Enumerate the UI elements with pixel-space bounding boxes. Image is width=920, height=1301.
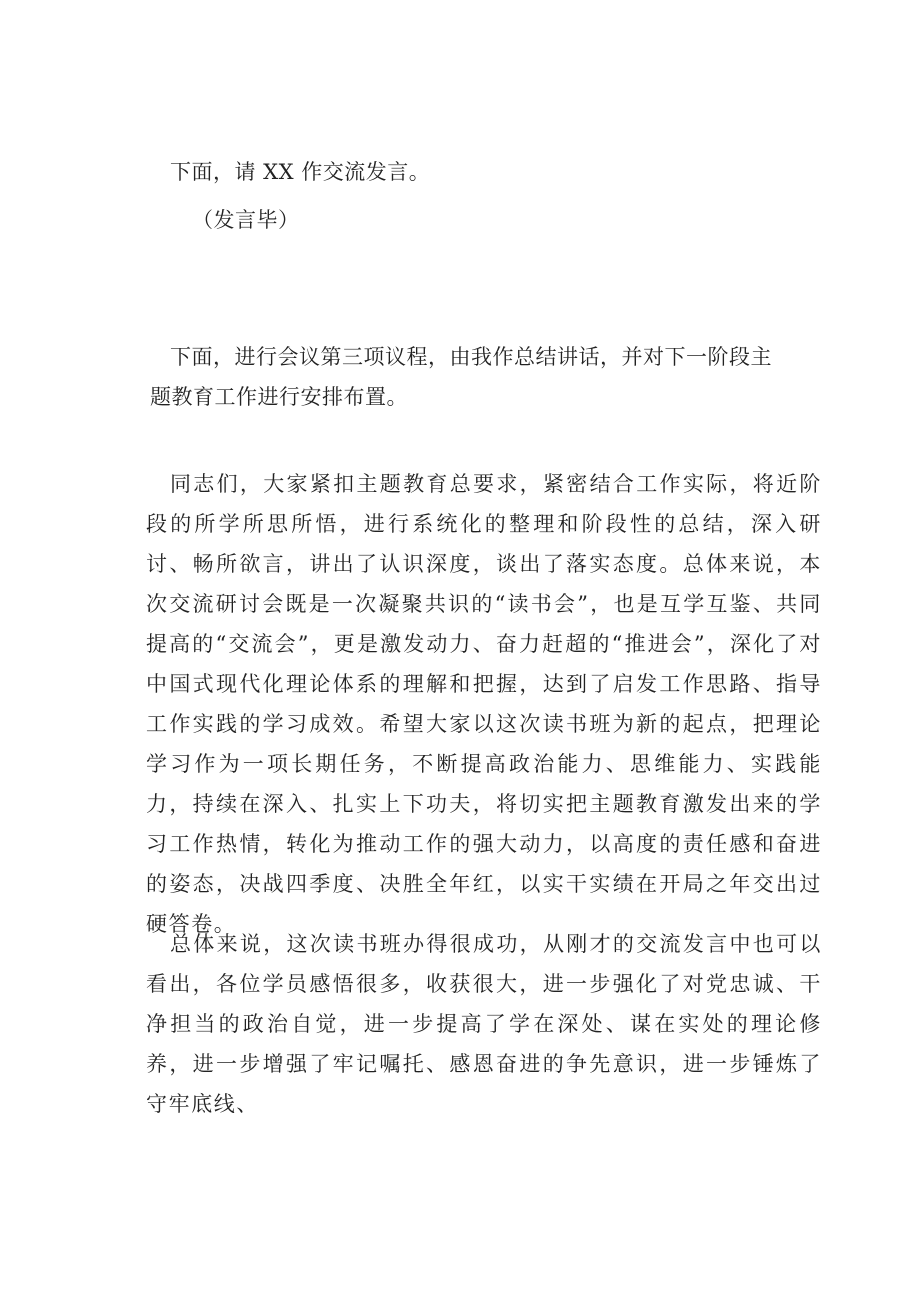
conclusion-paragraph: 总体来说，这次读书班办得很成功，从刚才的交流发言中也可以看出，各位学员感悟很多，收获很大，进一步强化了对党忠诚、干净担当的政治自觉，进一步提高了学在深处、谋在实处的理论修养，进一步增强了牢记嘱托、感恩奋进的争先意识，进一步锤炼了守牢底线、 [146,932,822,1116]
summary-paragraph: 同志们，大家紧扣主题教育总要求，紧密结合工作实际，将近阶段的所学所思所悟，进行系统化的整理和阶段性的总结，深入研讨、畅所欲言，讲出了认识深度，谈出了落实态度。总体来说，本次交流研讨会既是一次凝聚共识的“读书会”，也是互学互鉴、共同提高的“交流会”，更是激发动力、奋力赶超的“推进会”，深化了对中国式现代化理论体系的理解和把握，达到了启发工作思路、指导工作实践的学习成效。希望大家以这次读书班为新的起点，把理论学习作为一项长期任务，不断提高政治能力、思维能力、实践能力，持续在深入、扎实上下功夫，将切实把主题教育激发出来的学习工作热情，转化为推动工作的强大动力，以高度的责任感和奋进的姿态，决战四季度、决胜全年红，以实干实绩在开局之年交出过硬答卷。 [146,472,823,936]
announce-speaker-line: 下面，请 XX 作交流发言。 [170,160,431,184]
agenda-line-2: 题教育工作进行安排布置。 [150,385,408,409]
agenda-line-1: 下面，进行会议第三项议程，由我作总结讲话，并对下一阶段主 [170,345,772,369]
speech-ended-note: （发言毕） [192,208,300,232]
